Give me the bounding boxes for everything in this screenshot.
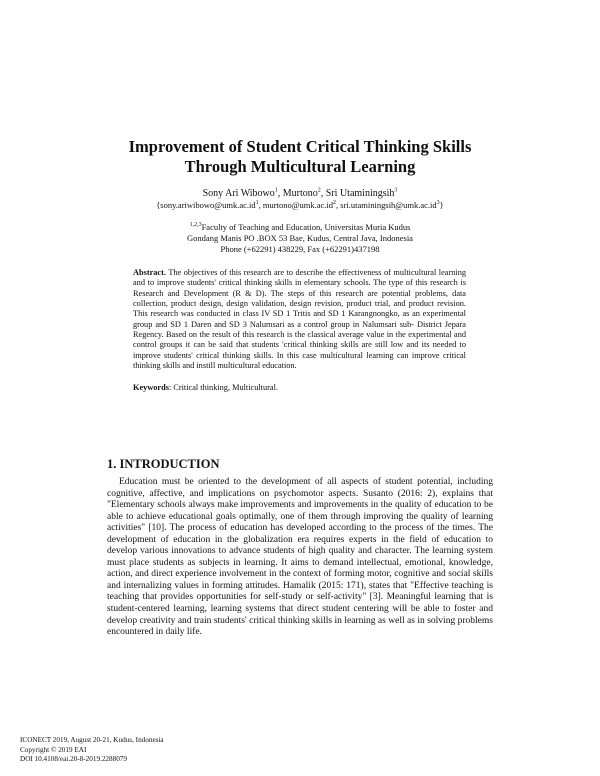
email-1-sup: 1 — [255, 200, 259, 207]
abstract — [133, 268, 466, 371]
author-1-sup: 1 — [274, 187, 278, 194]
keywords-label: Keywords — [133, 383, 169, 392]
author-1: Sony Ari Wibowo — [202, 188, 275, 199]
page-footer — [20, 736, 164, 765]
footer-doi: DOI 10.4108/eai.20-8-2019.2288079 — [20, 755, 127, 763]
author-2-sup: 2 — [317, 187, 321, 194]
email-3-sup: 3 — [436, 200, 440, 207]
affiliation — [0, 222, 600, 255]
affiliation-sup: 1,2,3 — [189, 222, 202, 229]
footer-conference: ICONECT 2019, August 20-21, Kudus, Indonesia — [20, 736, 164, 744]
abstract-label: Abstract. — [133, 268, 166, 277]
title-line-2: Through Multicultural Learning — [184, 157, 416, 176]
title-line-1: Improvement of Student Critical Thinking Skills — [128, 137, 472, 156]
affiliation-line-1: Faculty of Teaching and Education, Universitas Muria Kudus — [201, 222, 411, 232]
paper-title — [0, 137, 600, 177]
author-emails — [0, 199, 600, 211]
keywords — [133, 382, 466, 393]
introduction-paragraph: Education must be oriented to the development of all aspects of student potential, including cognitive, affective, and implications on psychomotor aspects. Susanto (2016: 2), explains that "Elementary schools always make improvements and improvements in the quality of education to be able to achieve educational goals optimally, one of them through improving the quality of learning activities" [10]. The process of education has developed according to the process of the times. The development of education in the globalization era requires experts in the field of education to develop various innovations to advance students of high quality and character. The learning system must place students as subjects in learning. It aims to demand intellectual, emotional, knowledge, action, and direct experience involvement in the context of forming motor, cognitive and social skills and internalizing values in forming attitudes. Hamalik (2015: 171), states that "Effective teaching is teaching that provides opportunities for self-study or self-activity" [3]. Meaningful learning that is student-centered learning, learning systems that direct student centering will be able to foster and develop creativity and train students' critical thinking skills in learning as well as in solving problems encountered in daily life. — [107, 477, 493, 638]
email-2: , murtono@umk.ac.id — [258, 200, 334, 210]
abstract-text: The objectives of this research are to describe the effectiveness of multicultural learning and to improve students' critical thinking skills in elementary schools. The type of this research is Research and Development (R & D). The steps of this research are potential problems, data collection, product design, design validation, design revision, product trial, and product revision. This research was conducted in class IV SD 1 Tritis and SD 1 Karangnongko, as an experimental group and SD 1 Daren and SD 3 Nalumsari as a control group in Nalumsari sub- District Jepara Regency. Based on the result of this research is the classical average value in the experimental and control groups it can be said that students 'critical thinking skills are still low and its needed to improve students' critical thinking skills. In this case multicultural learning can improve critical thinking skills and instill multicultural education. — [133, 268, 466, 371]
email-close: } — [439, 200, 444, 210]
footer-copyright: Copyright © 2019 EAI — [20, 745, 87, 754]
author-2: , Murtono — [277, 188, 318, 199]
section-heading-introduction: 1. INTRODUCTION — [107, 457, 220, 471]
email-3: , sri.utaminingsih@umk.ac.id — [336, 200, 437, 210]
email-1: {sony.ariwibowo@umk.ac.id — [156, 200, 256, 210]
affiliation-line-2: Gondang Manis PO .BOX 53 Bae, Kudus, Central Java, Indonesia — [187, 233, 413, 243]
email-2-sup: 2 — [333, 200, 337, 207]
author-3: , Sri Utaminingsih — [320, 188, 395, 199]
affiliation-line-3: Phone (+62291) 438229, Fax (+62291)437198 — [220, 244, 380, 254]
keywords-text: : Critical thinking, Multicultural. — [168, 383, 278, 392]
author-3-sup: 3 — [394, 187, 398, 194]
